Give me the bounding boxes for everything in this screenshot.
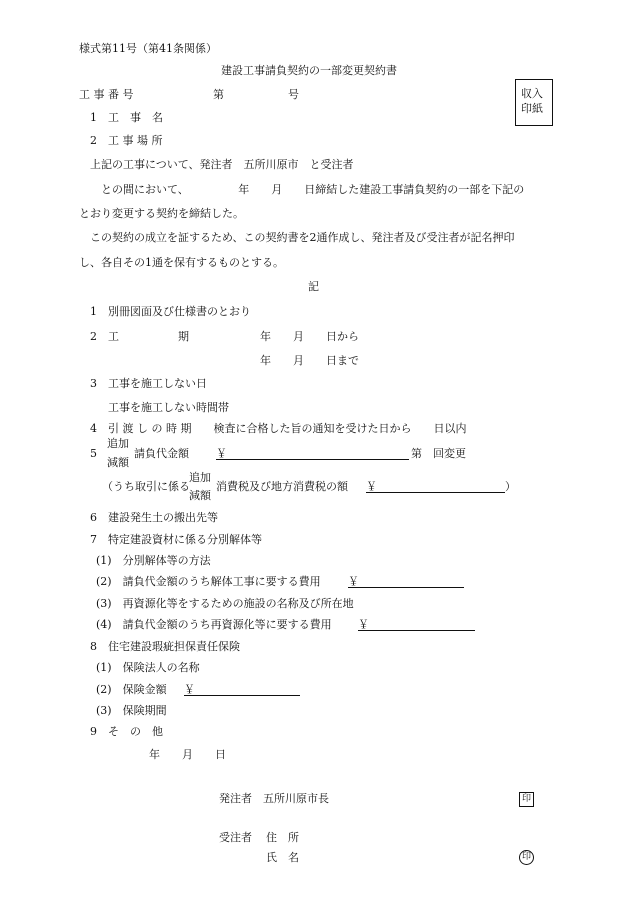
body-line-4: この契約の成立を証するため、この契約書を2通作成し、発注者及び受注者が記名押印 <box>90 231 515 244</box>
list-item-7-2: (2) 請負代金額のうち解体工事に要する費用 <box>96 575 321 588</box>
change-count-label: 第 回変更 <box>411 447 466 460</box>
list-item-8-1: (1) 保険法人の名称 <box>96 661 200 674</box>
project-number-label: 工 事 番 号 <box>79 88 134 101</box>
item5-sub-label: 減額 <box>107 456 129 469</box>
demolition-cost-yen: ￥ <box>348 575 359 588</box>
list-item-5-number: 5 <box>90 447 97 460</box>
contractor-address-label: 住 所 <box>266 831 299 844</box>
contractor-name-label: 氏 名 <box>266 851 299 864</box>
tax-add-label: 追加 <box>189 471 211 484</box>
item-project-name: 1 工 事 名 <box>90 111 163 124</box>
orderer-signature: 発注者 五所川原市長 <box>219 792 329 805</box>
period-start-date: 年 月 日から <box>260 330 359 343</box>
tax-yen: ￥ <box>366 480 377 493</box>
list-item-6: 6 建設発生土の搬出先等 <box>90 511 218 524</box>
list-item-9: 9 そ の 他 <box>90 725 163 738</box>
document-title: 建設工事請負契約の一部変更契約書 <box>221 64 397 77</box>
recycling-cost-underline <box>358 630 475 631</box>
list-item-7-4: (4) 請負代金額のうち再資源化等に要する費用 <box>96 618 332 631</box>
body-line-3: とおり変更する契約を締結した。 <box>79 207 244 220</box>
item-project-site: 2 工 事 場 所 <box>90 134 163 147</box>
list-item-8-3: (3) 保険期間 <box>96 704 167 717</box>
insurance-amount-yen: ￥ <box>184 683 195 696</box>
revenue-stamp-box <box>515 79 553 126</box>
list-item-1: 1 別冊図面及び仕様書のとおり <box>90 305 251 318</box>
contractor-seal: 印 <box>519 850 534 865</box>
tax-sub-label: 減額 <box>189 489 211 502</box>
contract-amount-underline <box>216 459 409 460</box>
list-item-2-label: 2 工 <box>90 330 119 343</box>
project-number-dai: 第 <box>213 88 224 101</box>
list-item-8: 8 住宅建設瑕疵担保責任保険 <box>90 640 240 653</box>
orderer-seal: 印 <box>519 792 534 807</box>
list-item-7-1: (1) 分別解体等の方法 <box>96 554 211 567</box>
list-item-8-2: (2) 保険金額 <box>96 683 167 696</box>
contract-amount-yen: ￥ <box>216 447 227 460</box>
project-number-go: 号 <box>288 88 299 101</box>
signing-date: 年 月 日 <box>149 748 226 761</box>
list-item-4: 4 引 渡 し の 時 期 検査に合格した旨の通知を受けた日から 日以内 <box>90 422 467 435</box>
contractor-label: 受注者 <box>219 831 252 844</box>
tax-prefix: （うち取引に係る <box>102 480 190 493</box>
form-number: 様式第11号（第41条関係） <box>79 42 217 55</box>
list-item-7-3: (3) 再資源化等をするための施設の名称及び所在地 <box>96 597 354 610</box>
ki-heading: 記 <box>308 280 319 293</box>
list-item-3: 3 工事を施工しない日 <box>90 377 207 390</box>
body-line-2: との間において、 年 月 日締結した建設工事請負契約の一部を下記の <box>101 183 525 196</box>
insurance-amount-underline <box>184 695 300 696</box>
list-item-3b: 工事を施工しない時間帯 <box>108 401 229 414</box>
tax-close-paren: ） <box>505 480 516 493</box>
list-item-7: 7 特定建設資材に係る分別解体等 <box>90 533 262 546</box>
contract-amount-label: 請負代金額 <box>134 447 189 460</box>
demolition-cost-underline <box>348 587 464 588</box>
tax-underline <box>366 492 505 493</box>
body-line-1: 上記の工事について、発注者 五所川原市 と受注者 <box>90 158 354 171</box>
stamp-label-1: 収入 <box>521 87 543 100</box>
body-line-5: し、各自その1通を保有するものとする。 <box>79 256 284 269</box>
period-end-date: 年 月 日まで <box>260 354 359 367</box>
recycling-cost-yen: ￥ <box>358 618 369 631</box>
list-item-2-ki: 期 <box>178 330 189 343</box>
item5-add-label: 追加 <box>107 437 129 450</box>
tax-label: 消費税及び地方消費税の額 <box>216 480 348 493</box>
stamp-label-2: 印紙 <box>521 102 543 115</box>
